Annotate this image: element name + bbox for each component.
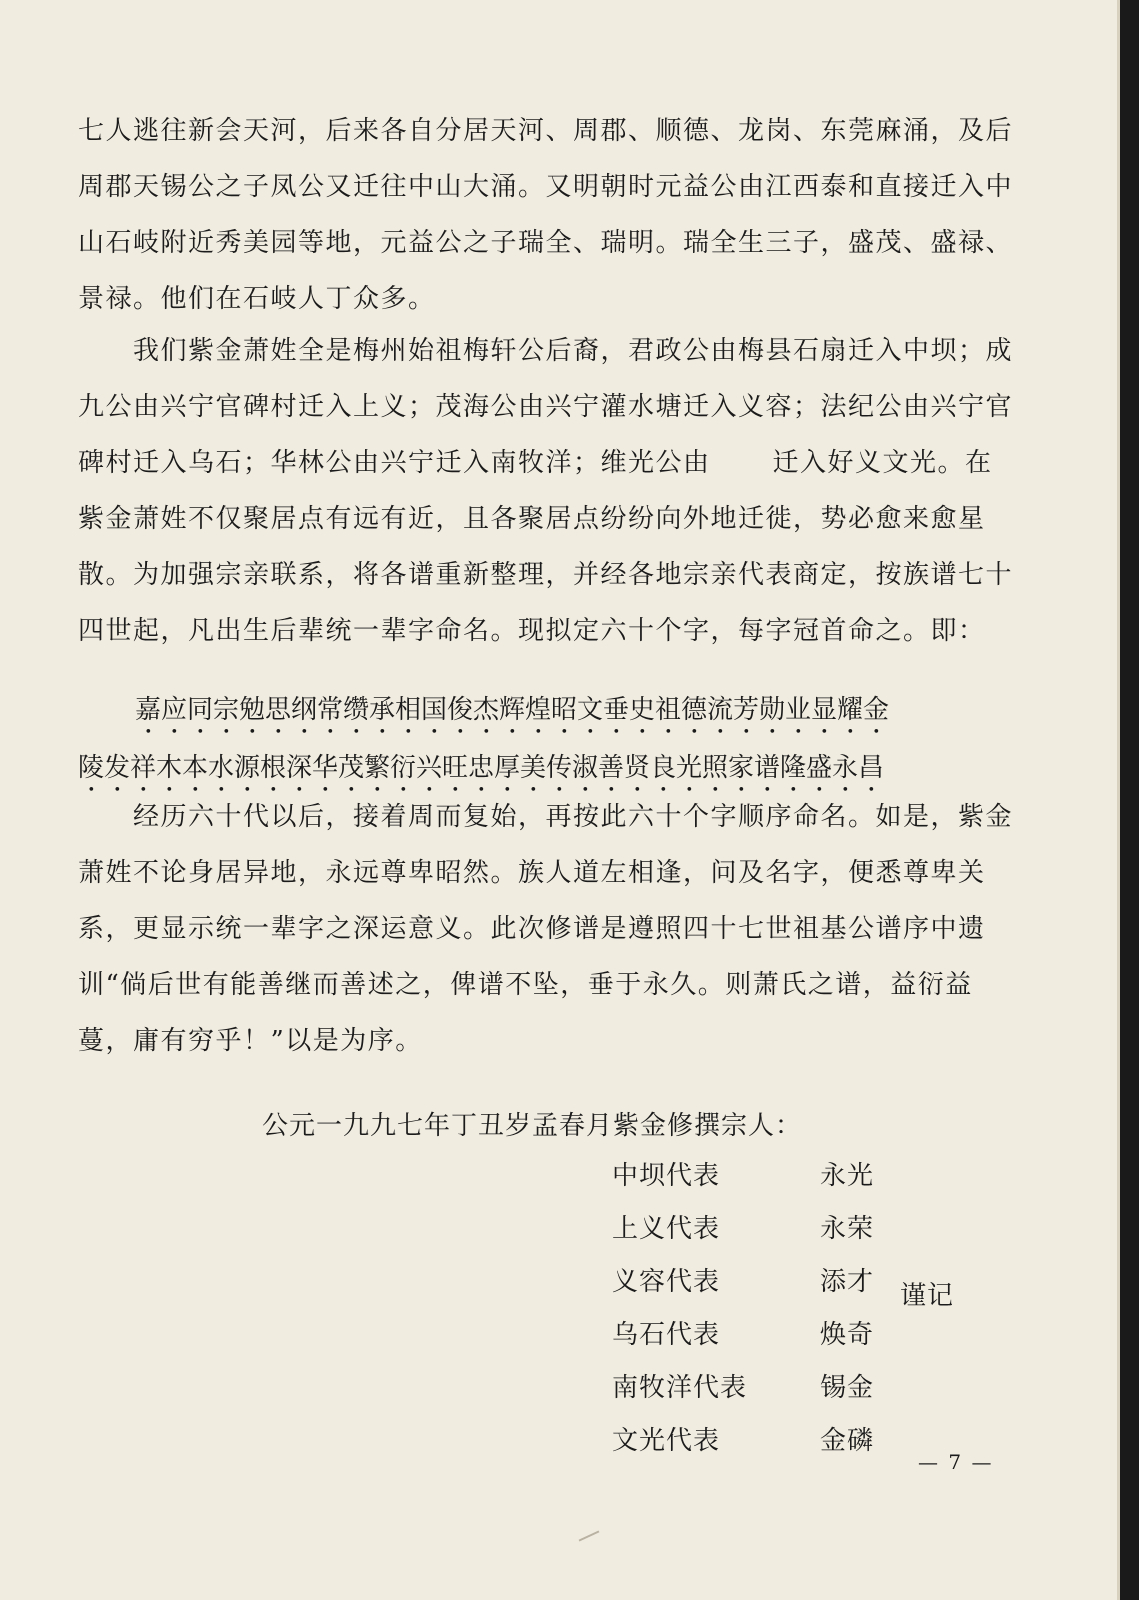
generation-names-line-1: 嘉应同宗勉思纲常缵承相国俊杰辉煌昭文垂史祖德流芳勋业显耀金 [135, 695, 890, 725]
representative-row [612, 1362, 892, 1415]
representative-name: 永荣 [820, 1214, 875, 1244]
page-number: — 7 — [918, 1450, 994, 1474]
representative-row [612, 1256, 892, 1309]
representative-name: 添才 [820, 1267, 875, 1297]
representative-name: 焕奇 [820, 1320, 875, 1350]
paragraph-part-before-gap: 我们紫金萧姓全是梅州始祖梅轩公后裔，君政公由梅县石扇迁入中坝；成九公由兴宁官碑村迁入上义；茂海公由兴宁灌水塘迁入义容；法纪公由兴宁官碑村迁入乌石；华林公由兴宁迁入南牧洋；维光公由 [78, 336, 1014, 478]
paragraph-migration-history: 七人逃往新会天河，后来各自分居天河、周郡、顺德、龙岗、东莞麻涌，及后周郡天锡公之子凤公又迁往中山大涌。又明朝时元益公由江西泰和直接迁入中山石岐附近秀美园等地，元益公之子瑞全、瑞明。瑞全生三子，盛茂、盛禄、景禄。他们在石岐人丁众多。 [78, 116, 1014, 314]
representative-row [612, 1415, 892, 1468]
representative-row [612, 1203, 892, 1256]
representative-region: 文光代表 [612, 1426, 721, 1456]
representative-row [612, 1150, 892, 1203]
representative-region: 义容代表 [612, 1267, 721, 1297]
paper-mark [579, 1530, 600, 1541]
paragraph-naming-cycle: 经历六十代以后，接着周而复始，再按此六十个字顺序命名。如是，紫金萧姓不论身居异地，永远尊卑昭然。族人道左相逢，问及名字，便悉尊卑关系，更显示统一辈字之深运意义。此次修谱是遵照四十七世祖基公谱序中遗训“倘后世有能善继而善述之，俾谱不坠，垂于永久。则萧氏之谱，益衍益蔓，庸有穷乎！”以是为序。 [78, 802, 1014, 1056]
representative-region: 乌石代表 [612, 1320, 721, 1350]
representative-name: 金磷 [820, 1426, 875, 1456]
paragraph-part-after-gap: 迁入好义文光。在紫金萧姓不仅聚居点有远有近，且各聚居点纷纷向外地迁徙，势必愈来愈星散。为加强宗亲联系，将各谱重新整理，并经各地宗亲代表商定，按族谱七十四世起，凡出生后辈统一辈字命名。现拟定六十个字，每字冠首命之。即： [78, 448, 1014, 646]
date-line: 公元一九九七年丁丑岁孟春月紫金修撰宗人： [262, 1111, 803, 1141]
representative-region: 中坝代表 [612, 1161, 721, 1191]
generation-names-line-2: 陵发祥木本水源根深华茂繁衍兴旺忠厚美传淑善贤良光照家谱隆盛永昌 [78, 753, 885, 783]
representative-region: 上义代表 [612, 1214, 721, 1244]
representative-name: 永光 [820, 1161, 875, 1191]
paragraph-zijin-branches [78, 323, 1018, 659]
representative-name: 锡金 [820, 1373, 875, 1403]
signature: 谨记 [900, 1281, 955, 1311]
representative-row [612, 1309, 892, 1362]
representative-region: 南牧洋代表 [612, 1373, 748, 1403]
representatives-list [612, 1150, 892, 1468]
